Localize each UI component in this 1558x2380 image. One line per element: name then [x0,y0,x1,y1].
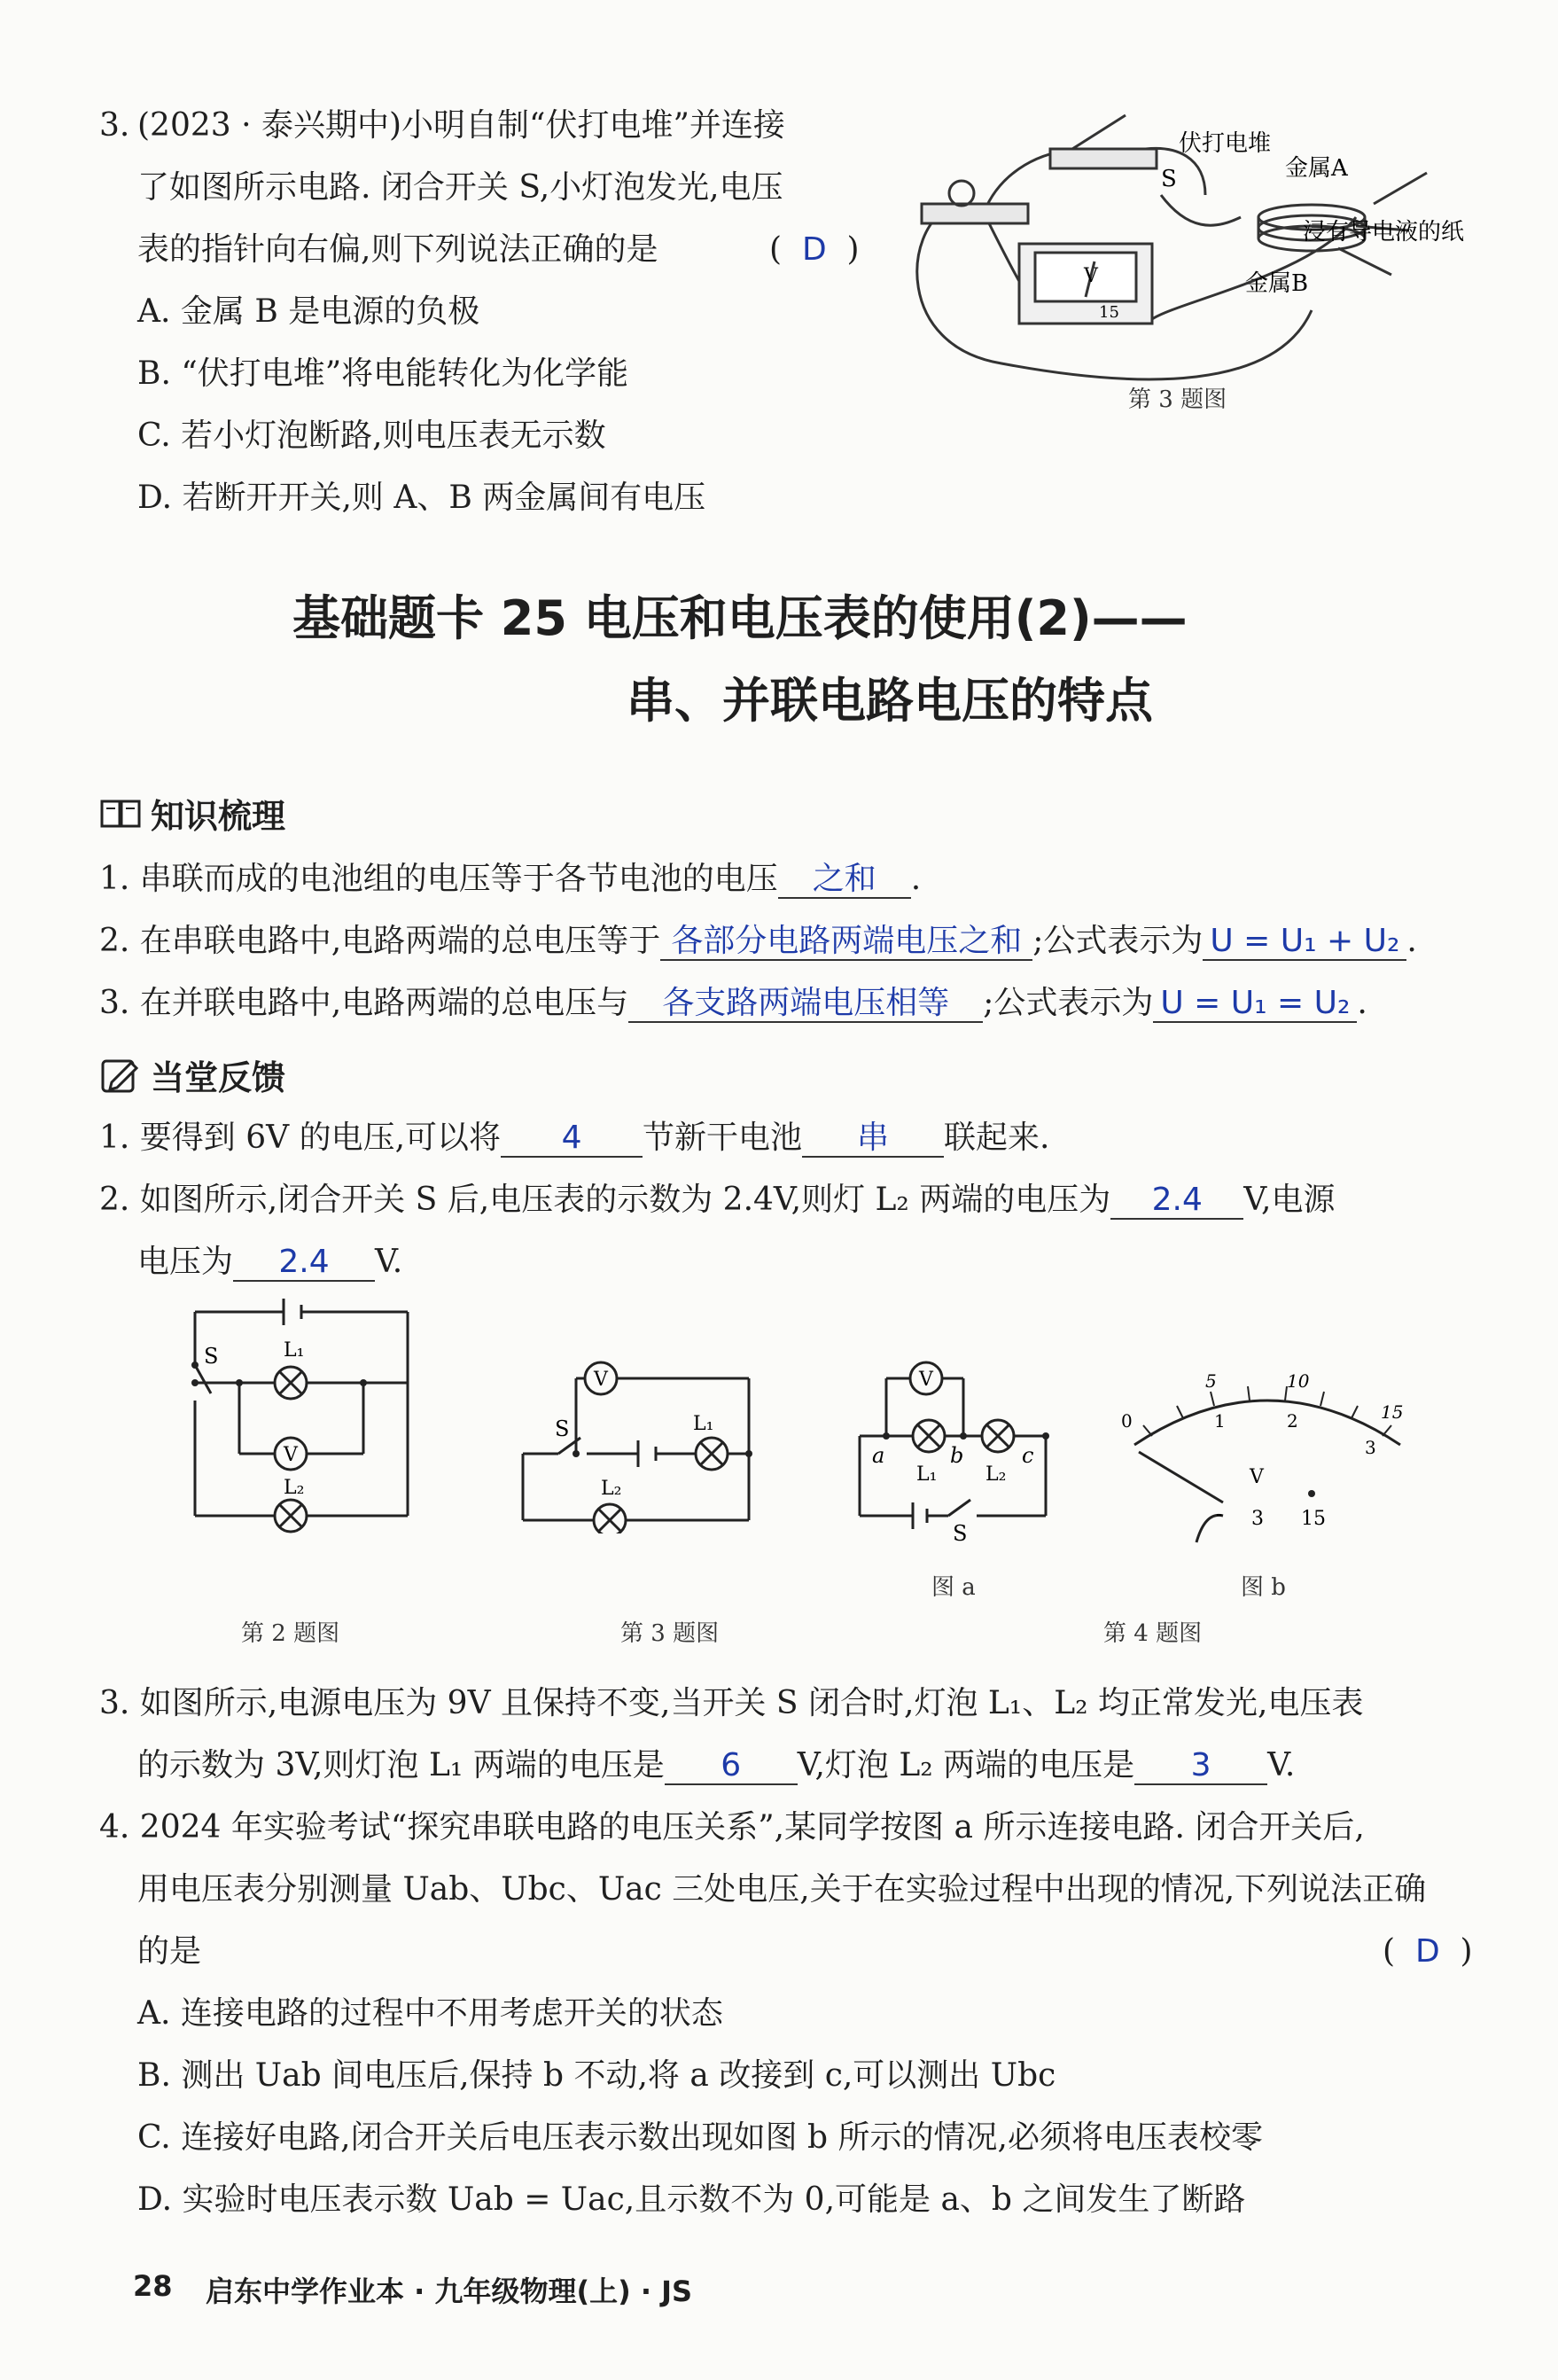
feedback-q2-text3: 电压为 [137,1244,234,1280]
fig4b-v-label: V [1250,1466,1264,1488]
book-title: 启东中学作业本 · 九年级物理(上) · JS [206,2275,693,2308]
pile-switch-label: S [1161,166,1177,192]
fig4-caption: 第 4 题图 [1103,1620,1203,1647]
feedback-q3-line1: 3. 如图所示,电源电压为 9V 且保持不变,当开关 S 闭合时,灯泡 L₁、L₂ 均正常发光,电压表 [99,1685,1364,1721]
feedback-q1 [99,1119,1050,1158]
q3-top-line1: (2023 · 泰兴期中)小明自制“伏打电堆”并连接 [137,107,785,144]
q3-top-option-c: C. 若小灯泡断路,则电压表无示数 [137,417,606,454]
feedback-q3-blank1: 6 [665,1748,798,1785]
knowledge-heading [99,789,285,838]
fig4a-caption: 图 a [931,1574,976,1601]
feedback-q3-line2 [137,1746,1295,1785]
q3-top-option-b: B. “伏打电堆”将电能转化为化学能 [137,355,629,392]
q3-top-line2: 了如图所示电路. 闭合开关 S,小灯泡发光,电压 [137,169,783,206]
fig2-caption: 第 2 题图 [241,1620,340,1647]
book-icon [99,796,142,831]
feedback-q3-text2: 的示数为 3V,则灯泡 L₁ 两端的电压是 [137,1747,665,1783]
fig4a-b-label: b [950,1443,964,1468]
fig4b-tick-3: 3 [1365,1437,1376,1458]
feedback-q3-text3: V,灯泡 L₂ 两端的电压是 [797,1747,1135,1783]
feedback-q1-text2: 节新干电池 [643,1120,803,1156]
q3-top-line3: 表的指针向右偏,则下列说法正确的是 [137,231,658,268]
q3-top-answer: D [801,231,827,268]
feedback-q2-text1: 2. 如图所示,闭合开关 S 后,电压表的示数为 2.4V,则灯 L₂ 两端的电压为 [99,1182,1111,1218]
knowledge-item-3-mid: ;公式表示为 [983,985,1154,1021]
feedback-q4-option-c: C. 连接好电路,闭合开关后电压表示数出现如图 b 所示的情况,必须将电压表校零 [137,2119,1263,2156]
knowledge-item-2-mid: ;公式表示为 [1032,923,1204,959]
fig4a-s-label: S [953,1521,968,1542]
knowledge-item-3-formula: U = U₁ = U₂ [1153,986,1357,1023]
feedback-q4-line2: 用电压表分别测量 Uab、Ubc、Uac 三处电压,关于在实验过程中出现的情况,下列说法正确 [137,1871,1427,1908]
feedback-q1-blank1: 4 [501,1120,643,1158]
pile-v-label: V [1084,265,1098,287]
feedback-q4-option-d: D. 实验时电压表示数 Uab = Uac,且示数不为 0,可能是 a、b 之间发生了断路 [137,2181,1246,2218]
fig2-s-label: S [204,1344,219,1369]
feedback-q4-answer-bracket: ( D ) [1383,1933,1473,1970]
fig4b-tick-0: 0 [1121,1410,1133,1432]
feedback-heading-text: 当堂反馈 [151,1058,286,1097]
q3-top-answer-bracket: ( D ) [769,231,860,268]
pile-caption: 第 3 题图 [1128,386,1227,413]
feedback-q4-answer: D [1414,1933,1440,1970]
q3-top-option-a: A. 金属 B 是电源的负极 [137,293,480,330]
feedback-heading [99,1050,285,1099]
fig4a-v-label: V [919,1369,933,1391]
knowledge-item-1-text: 1. 串联而成的电池组的电压等于各节电池的电压 [99,861,778,897]
fig4b-15-label: 15 [1301,1508,1326,1530]
feedback-q2-line1 [99,1181,1335,1220]
card-title-line1: 基础题卡 25 电压和电压表的使用(2)—— [292,590,1188,646]
knowledge-heading-text: 知识梳理 [151,797,286,836]
feedback-q3-blank2: 3 [1134,1748,1267,1785]
feedback-q3-text4: V. [1267,1747,1296,1783]
knowledge-item-1 [99,860,921,899]
feedback-q2-text4: V. [375,1244,403,1280]
fig3-caption: 第 3 题图 [620,1620,720,1647]
fig4a-a-label: a [872,1443,885,1468]
q3-top-number: 3. [99,107,130,144]
fig4b-3-label: 3 [1251,1508,1264,1530]
q3-top-option-d: D. 若断开开关,则 A、B 两金属间有电压 [137,480,706,516]
feedback-q1-text1: 1. 要得到 6V 的电压,可以将 [99,1120,502,1156]
fig4a-c-label: c [1022,1443,1034,1468]
fig2-circuit [168,1294,434,1542]
pile-metal-b-label: 金属B [1245,270,1309,297]
feedback-q2-blank2: 2.4 [233,1245,375,1282]
fig2-l2-label: L₂ [284,1477,305,1499]
knowledge-item-1-tail: . [910,861,922,897]
feedback-q1-blank2: 串 [802,1120,944,1158]
fig2-v-label: V [284,1444,298,1466]
fig3-circuit [505,1338,771,1533]
fig2-l1-label: L₁ [284,1339,305,1362]
feedback-q2-text2: V,电源 [1243,1182,1336,1218]
feedback-q4-line1: 4. 2024 年实验考试“探究串联电路的电压关系”,某同学按图 a 所示连接电路. 闭合开关后, [99,1809,1365,1845]
fig3-v-label: V [594,1369,608,1391]
knowledge-item-2-formula: U = U₁ + U₂ [1203,924,1406,961]
feedback-q1-text3: 联起来. [944,1120,1050,1156]
feedback-q2-line2 [137,1243,402,1282]
fig4b-meter [1099,1338,1427,1560]
fig4b-tick-15: 15 [1381,1401,1404,1423]
pencil-icon [99,1056,142,1095]
fig3-s-label: S [555,1416,570,1441]
fig4b-tick-5: 5 [1205,1370,1217,1392]
pile-name-label: 伏打电堆 [1179,130,1272,157]
fig4b-tick-10: 10 [1287,1370,1310,1392]
fig4b-tick-1: 1 [1214,1410,1226,1432]
knowledge-item-2-text: 2. 在串联电路中,电路两端的总电压等于 [99,923,661,959]
card-title-line2: 串、并联电路电压的特点 [627,673,1153,729]
knowledge-item-3-tail: . [1357,985,1367,1021]
knowledge-item-3 [99,984,1367,1023]
pile-metal-a-label: 金属A [1285,155,1348,182]
fig4b-minus-label: - [1216,1503,1223,1526]
pile-paper-label: 浸有导电液的纸 [1303,219,1465,246]
feedback-q4-line3: 的是 [137,1933,202,1970]
knowledge-item-3-text: 3. 在并联电路中,电路两端的总电压与 [99,985,629,1021]
knowledge-item-2-blank: 各部分电路两端电压之和 [660,924,1032,961]
feedback-q2-blank1: 2.4 [1110,1182,1243,1220]
fig4a-l1-label: L₁ [916,1463,938,1486]
voltaic-pile-figure [895,98,1533,425]
fig4b-caption: 图 b [1241,1574,1286,1601]
fig3-l1-label: L₁ [693,1413,714,1435]
fig4a-circuit [851,1347,1063,1542]
fig4a-l2-label: L₂ [985,1463,1007,1486]
page-number: 28 [133,2269,173,2303]
knowledge-item-3-blank: 各支路两端电压相等 [628,986,983,1023]
pile-15-label: 15 [1099,303,1119,322]
knowledge-item-2-tail: . [1406,923,1417,959]
knowledge-item-1-blank: 之和 [778,862,911,899]
knowledge-item-2 [99,922,1417,961]
fig4b-tick-2: 2 [1287,1410,1298,1432]
feedback-q4-option-a: A. 连接电路的过程中不用考虑开关的状态 [137,1995,723,2032]
fig3-l2-label: L₂ [601,1478,622,1500]
feedback-q4-option-b: B. 测出 Uab 间电压后,保持 b 不动,将 a 改接到 c,可以测出 Ubc [137,2057,1056,2094]
